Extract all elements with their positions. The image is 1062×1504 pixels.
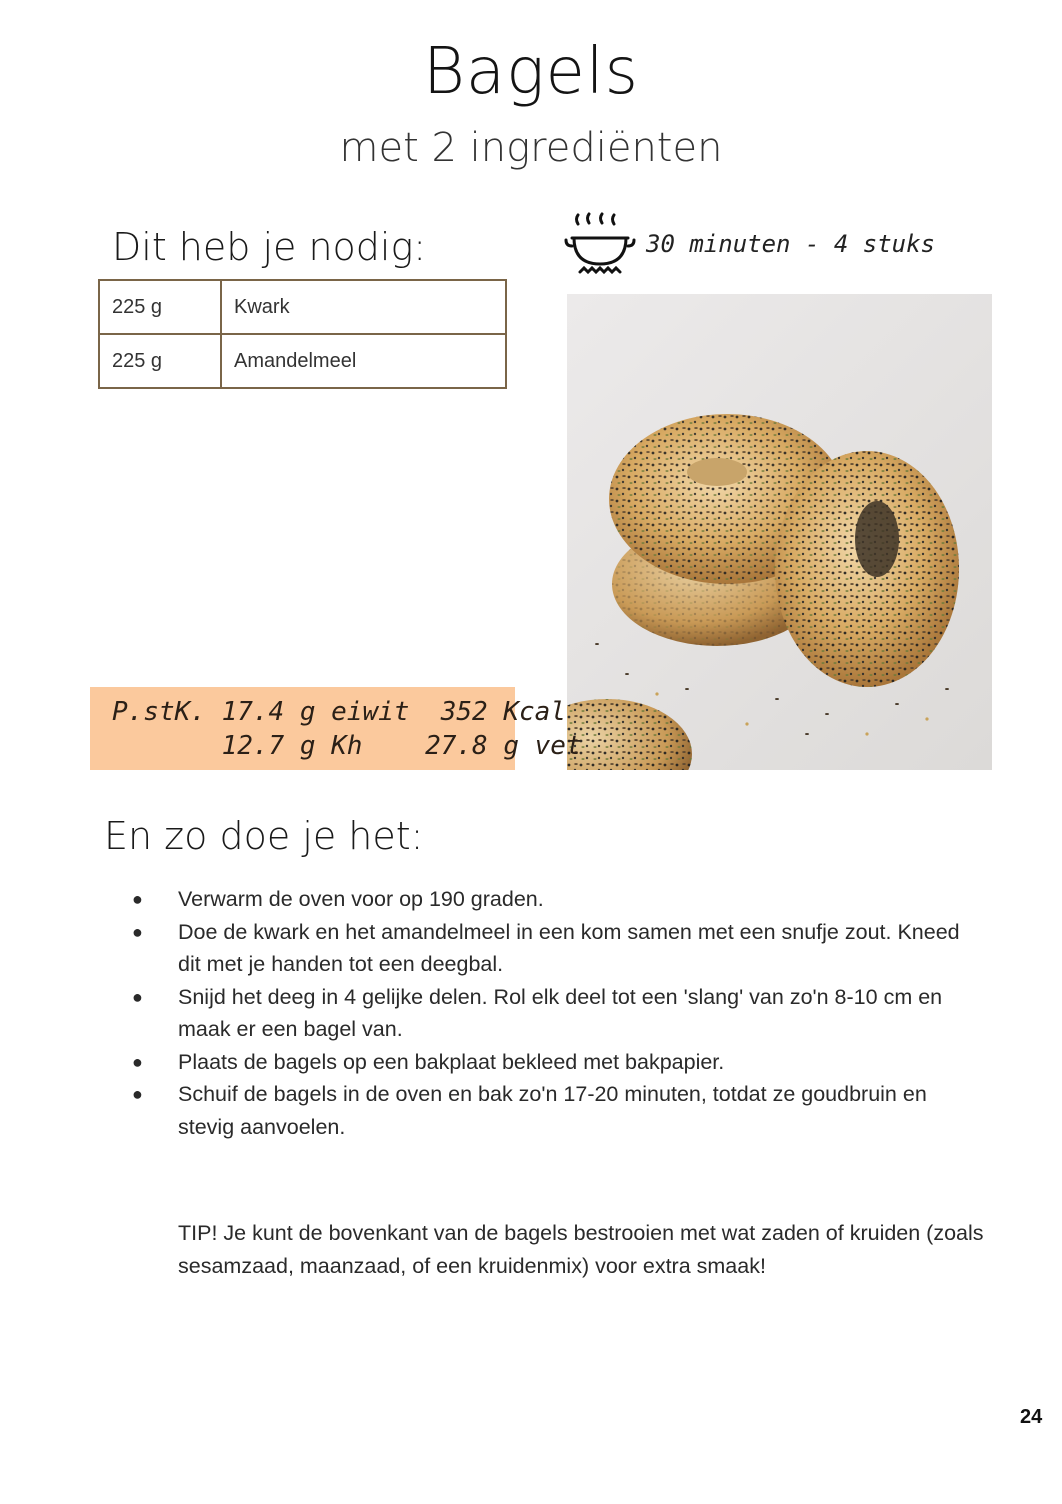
table-row bbox=[99, 334, 506, 388]
cooking-pot-icon bbox=[562, 210, 642, 280]
bullet-icon: ● bbox=[132, 889, 143, 909]
step-text: Doe de kwark en het amandelmeel in een kom samen met een snufje zout. Kneed dit met je handen tot een deegbal. bbox=[178, 919, 960, 976]
ingredients-table bbox=[98, 279, 507, 389]
list-item bbox=[128, 981, 988, 1046]
bagels-photo bbox=[567, 294, 992, 770]
step-text: Snijd het deeg in 4 gelijke delen. Rol elk deel tot een 'slang' van zo'n 8-10 cm en maak er een bagel van. bbox=[178, 984, 943, 1041]
recipe-subtitle: met 2 ingrediënten bbox=[339, 125, 723, 171]
time-servings-text: 30 minuten - 4 stuks bbox=[646, 230, 935, 258]
nutrition-box bbox=[90, 687, 582, 770]
list-item bbox=[128, 1078, 988, 1143]
bullet-icon: ● bbox=[132, 921, 143, 942]
instructions-list bbox=[128, 883, 988, 1143]
bullet-icon: ● bbox=[132, 986, 143, 1007]
ingredient-quantity: 225 g bbox=[99, 334, 221, 388]
step-text: Verwarm de oven voor op 190 graden. bbox=[178, 887, 544, 911]
ingredient-name: Kwark bbox=[221, 280, 506, 334]
page-number: 24 bbox=[1020, 1406, 1043, 1428]
step-text: Schuif de bagels in de oven en bak zo'n 17-20 minuten, totdat ze goudbruin en stevig aanvoelen. bbox=[178, 1082, 927, 1139]
list-item bbox=[128, 1046, 988, 1079]
list-item bbox=[128, 883, 988, 916]
time-servings bbox=[562, 210, 1022, 280]
bullet-icon: ● bbox=[132, 1084, 143, 1104]
nutrition-line-1: P.stK. 17.4 g eiwit 352 Kcal bbox=[112, 697, 566, 727]
instructions-heading: En zo doe je het: bbox=[104, 814, 424, 858]
table-row bbox=[99, 280, 506, 334]
tip-text: TIP! Je kunt de bovenkant van de bagels bestrooien met wat zaden of kruiden (zoals sesamzaad, maanzaad, of een kruidenmix) voor extra smaak! bbox=[178, 1221, 984, 1278]
ingredient-quantity: 225 g bbox=[99, 280, 221, 334]
bagels-image bbox=[567, 294, 992, 770]
ingredient-name: Amandelmeel bbox=[221, 334, 506, 388]
list-item bbox=[128, 916, 988, 981]
nutrition-line-2: 12.7 g Kh 27.8 g vet bbox=[112, 731, 582, 761]
recipe-title: Bagels bbox=[422, 35, 640, 109]
ingredients-heading: Dit heb je nodig: bbox=[112, 225, 427, 269]
step-text: Plaats de bagels op een bakplaat bekleed met bakpapier. bbox=[178, 1049, 725, 1074]
bullet-icon: ● bbox=[132, 1051, 143, 1072]
